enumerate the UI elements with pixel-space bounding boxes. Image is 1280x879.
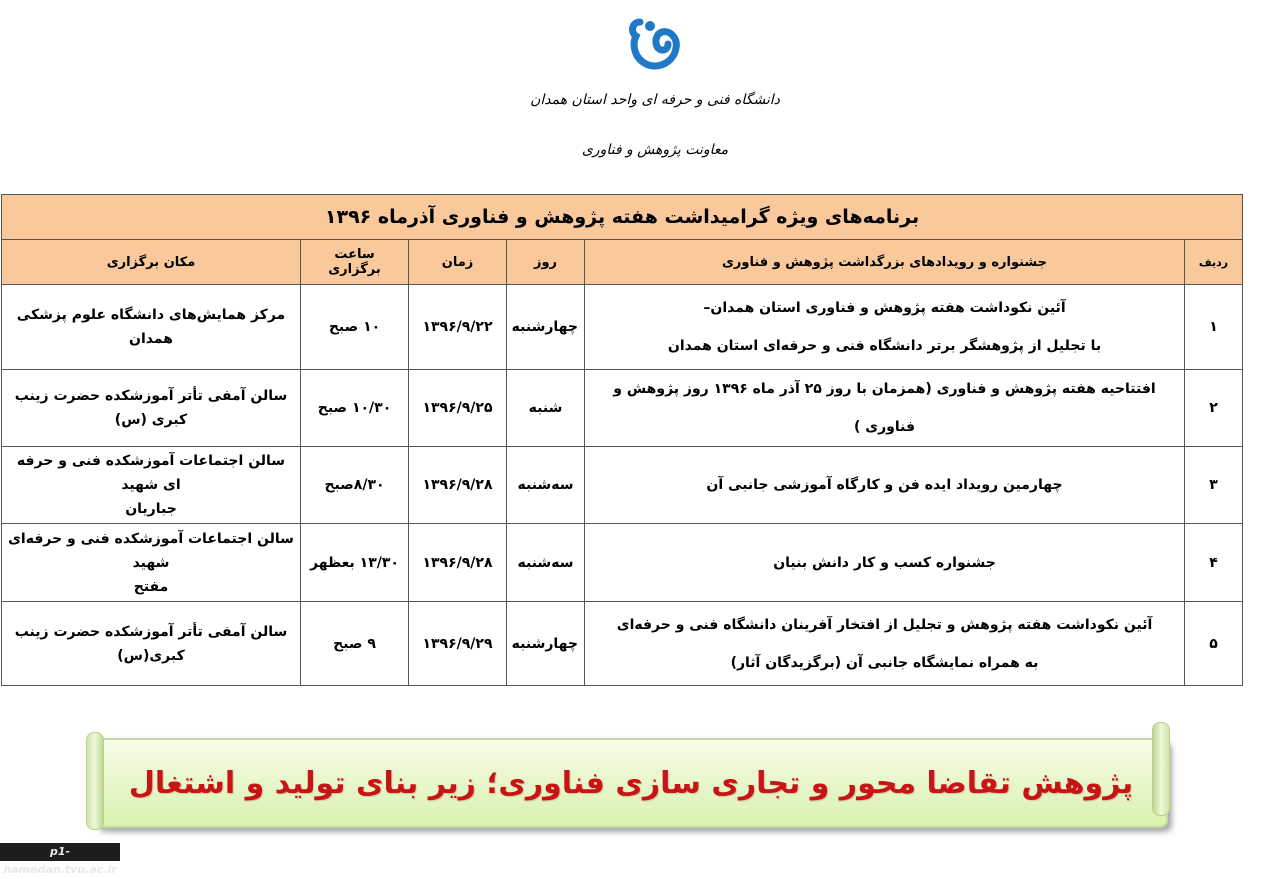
row-event [585,524,1185,602]
row-place-line: سالن آمفی تأتر آموزشکده حضرت زینب کبری(س) [14,623,288,664]
row-date: ۱۳۹۶/۹/۲۸ [409,524,507,602]
row-place-line: مرکز همایش‌های دانشگاه علوم پزشکی همدان [16,307,286,347]
university-name: دانشگاه فنی و حرفه ای واحد استان همدان [530,92,780,108]
slogan-text: پژوهش تقاضا محور و تجاری سازی فناوری؛ زیر بنای تولید و اشتغال [128,765,1134,801]
row-event-line: به همراه نمایشگاه جانبی آن (برگزیدگان آثار) [730,654,1039,671]
row-place-line: سالن اجتماعات آموزشکده فنی و حرفه ای شهید [16,453,286,493]
row-place [2,370,301,447]
row-time: ۸/۳۰صبح [301,447,409,524]
row-day: شنبه [507,370,585,447]
row-event [585,285,1185,370]
table-row [2,285,1243,370]
row-place [2,285,301,370]
row-time: ۱۳/۳۰ بعظهر [301,524,409,602]
row-date: ۱۳۹۶/۹/۲۵ [409,370,507,447]
row-index: ۴ [1185,524,1243,602]
table-row [2,447,1243,524]
header-event: جشنواره و رویدادهای بزرگداشت پژوهش و فناوری [585,240,1185,285]
row-event-line: جشنواره کسب و کار دانش بنیان [773,554,996,571]
row-place-line: مفتح [133,578,169,595]
row-place-line: سالن اجتماعات آموزشکده فنی و حرفه‌ای شهید [8,530,294,571]
row-place [2,447,301,524]
row-place-line: سالن آمفی تأتر آموزشکده حضرت زینب کبری (س) [14,388,288,428]
row-event-line: آئین نکوداشت هفته پژوهش و تجلیل از افتخار آفرینان دانشگاه فنی و حرفه‌ای [616,616,1153,633]
row-place [2,602,301,686]
header-place: مکان برگزاری [2,240,301,285]
header-day: روز [507,240,585,285]
row-event [585,602,1185,686]
events-schedule-table [1,194,1243,686]
row-date: ۱۳۹۶/۹/۲۲ [409,285,507,370]
university-logo-icon [628,18,680,70]
department-name: معاونت پژوهش و فناوری [581,142,729,158]
header-index: ردیف [1185,240,1243,285]
scroll-roll-left [86,732,104,830]
row-event-line: با تجلیل از پژوهشگر برتر دانشگاه فنی و حرفه‌ای استان همدان [667,338,1102,354]
row-index: ۵ [1185,602,1243,686]
row-event [585,370,1185,447]
table-row [2,602,1243,686]
banner-scroll [94,738,1168,828]
scroll-roll-right [1152,722,1170,816]
table-row [2,370,1243,447]
header-time: ساعت برگزاری [301,240,409,285]
row-day: سه‌شنبه [507,447,585,524]
row-time: ۱۰/۳۰ صبح [301,370,409,447]
row-day: چهارشنبه [507,285,585,370]
table-title: برنامه‌های ویژه گرامیداشت هفته پژوهش و فناوری آذرماه ۱۳۹۶ [2,195,1243,240]
row-time: ۹ صبح [301,602,409,686]
row-day: سه‌شنبه [507,524,585,602]
page-header [0,0,1280,190]
row-place-line: جباریان [125,501,177,517]
row-index: ۲ [1185,370,1243,447]
row-event [585,447,1185,524]
slogan-banner [86,722,1170,832]
header-date: زمان [409,240,507,285]
row-date: ۱۳۹۶/۹/۲۸ [409,447,507,524]
row-day: چهارشنبه [507,602,585,686]
table-row [2,524,1243,602]
table-header-row [2,240,1243,285]
site-url: p1-hamedan.tvu.ac.ir [0,843,120,861]
row-place [2,524,301,602]
row-time: ۱۰ صبح [301,285,409,370]
row-event-line: افتتاحیه هفته پژوهش و فناوری (همزمان با روز ۲۵ آذر ماه ۱۳۹۶ روز پژوهش و فناوری ) [613,381,1156,435]
row-date: ۱۳۹۶/۹/۲۹ [409,602,507,686]
row-event-line: آئین نکوداشت هفته پژوهش و فناوری استان همدان– [703,300,1066,316]
row-index: ۳ [1185,447,1243,524]
row-event-line: چهارمین رویداد ایده فن و کارگاه آموزشی جانبی آن [706,477,1063,493]
row-index: ۱ [1185,285,1243,370]
